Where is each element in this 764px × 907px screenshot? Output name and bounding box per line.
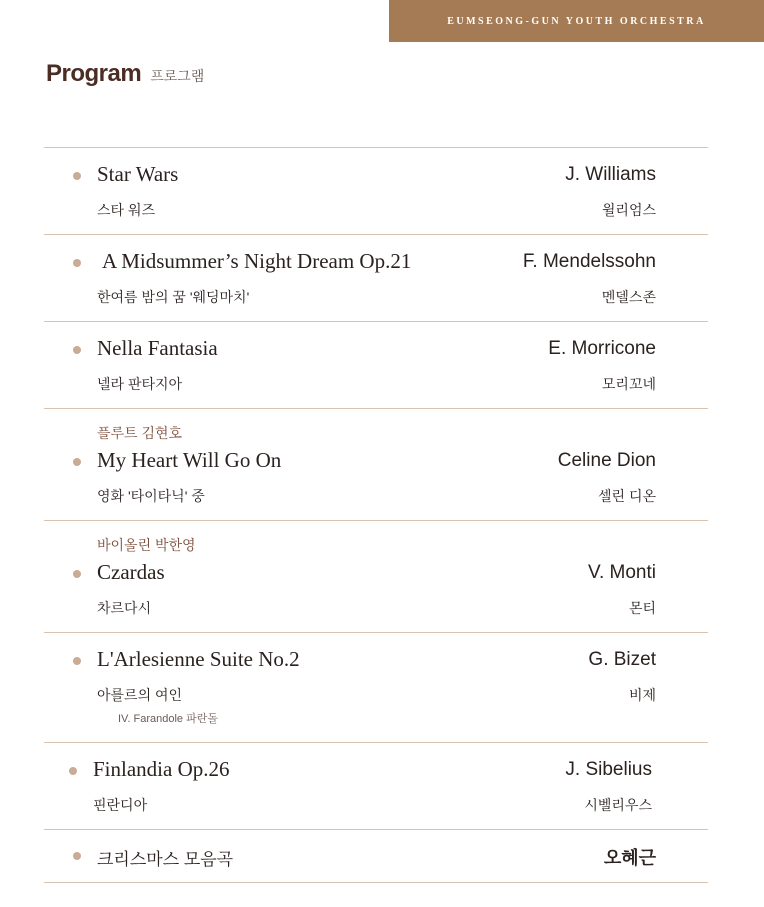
composer-name-korean: 멘델스존	[601, 289, 656, 305]
piece-title: Finlandia Op.26	[93, 757, 230, 781]
piece-title-korean: 영화 '타이타닉' 중	[97, 488, 205, 504]
composer-name: F. Mendelssohn	[522, 251, 656, 272]
piece-title-korean: 스타 워즈	[97, 202, 155, 218]
program-item	[44, 148, 708, 235]
bullet-icon	[73, 570, 81, 578]
composer-name-korean: 오혜근	[603, 848, 656, 868]
composer-name: J. Sibelius	[565, 759, 652, 780]
bullet-icon	[73, 346, 81, 354]
soloist-label: 플루트 김현호	[97, 425, 183, 441]
piece-title: A Midsummer’s Night Dream Op.21	[102, 249, 412, 273]
program-item	[44, 830, 708, 883]
bullet-icon	[73, 852, 81, 860]
piece-title: Czardas	[97, 560, 165, 584]
piece-title-korean: 핀란디아	[93, 797, 148, 813]
composer-name-korean: 셀린 디온	[598, 488, 656, 504]
composer-name: J. Williams	[565, 164, 656, 185]
piece-title: My Heart Will Go On	[97, 448, 282, 472]
program-item	[44, 322, 708, 409]
bullet-icon	[69, 767, 77, 775]
program-heading	[46, 60, 204, 88]
piece-title-korean: 넬라 판타지아	[97, 376, 183, 392]
piece-title: Star Wars	[97, 162, 179, 186]
program-item	[44, 743, 708, 830]
piece-title-korean: 차르다시	[97, 600, 152, 616]
composer-name: V. Monti	[588, 562, 656, 583]
page-subtitle: 프로그램	[150, 68, 205, 84]
bullet-icon	[73, 259, 81, 267]
orchestra-banner: EUMSEONG-GUN YOUTH ORCHESTRA	[389, 0, 764, 42]
piece-title: Nella Fantasia	[97, 336, 218, 360]
bullet-icon	[73, 657, 81, 665]
soloist-label: 바이올린 박한영	[97, 537, 196, 553]
piece-title-korean: 아를르의 여인	[97, 687, 183, 703]
piece-title: L'Arlesienne Suite No.2	[97, 647, 300, 671]
composer-name-korean: 시벨리우스	[584, 797, 652, 813]
program-list	[44, 147, 708, 883]
bullet-icon	[73, 172, 81, 180]
composer-name-korean: 윌리엄스	[601, 202, 656, 218]
composer-name: Celine Dion	[557, 450, 656, 471]
composer-name: G. Bizet	[588, 649, 656, 670]
program-item	[44, 235, 708, 322]
composer-name-korean: 몬티	[628, 600, 656, 616]
program-item	[44, 409, 708, 521]
bullet-icon	[73, 458, 81, 466]
composer-name: E. Morricone	[548, 338, 656, 359]
piece-title-korean: 크리스마스 모음곡	[97, 850, 234, 869]
page-title: Program	[46, 60, 142, 87]
program-item	[44, 521, 708, 633]
piece-title-korean: 한여름 밤의 꿈 '웨딩마치'	[97, 289, 250, 305]
program-item	[44, 633, 708, 743]
movement-label: IV. Farandole 파란돌	[118, 713, 218, 725]
composer-name-korean: 비제	[628, 687, 656, 703]
composer-name-korean: 모리꼬네	[601, 376, 656, 392]
